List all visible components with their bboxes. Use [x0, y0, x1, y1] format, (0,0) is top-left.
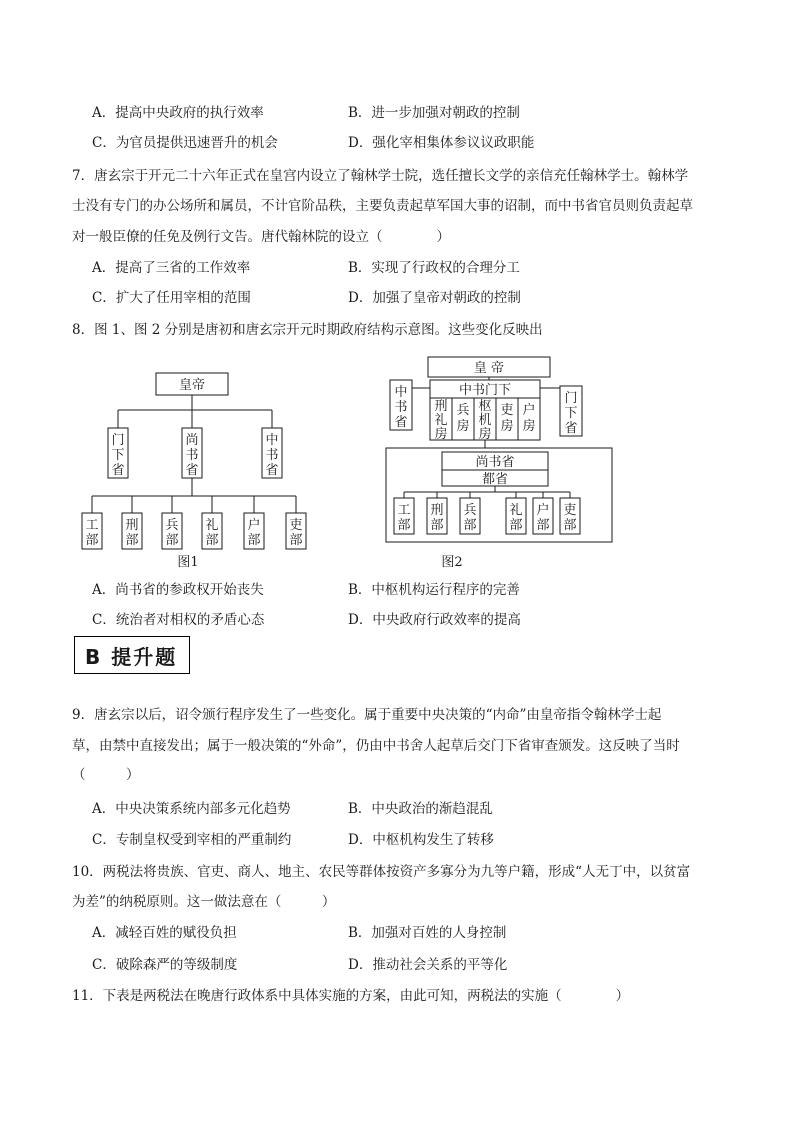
q10-option-a: A．减轻百姓的赋役负担 [92, 925, 237, 941]
q10-option-b: B．加强对百姓的人身控制 [348, 925, 507, 941]
fig2-menxia-char-2: 下 [564, 406, 578, 421]
fig1-zhongshu-char-1: 中 [265, 433, 279, 448]
fig2-zhongshu-char-2: 书 [394, 400, 408, 415]
q8-option-b: B．中枢机构运行程序的完善 [348, 582, 520, 598]
fig2-ministry-hu-char-1: 户 [536, 503, 550, 518]
fig2-zhongshu-char-3: 省 [394, 415, 408, 430]
fig2-shangshu-label: 尚书省 [475, 455, 515, 470]
fig2-ministry-xing-char-1: 刑 [430, 503, 444, 518]
fig2-caption: 图2 [441, 555, 463, 570]
fig2-ministry-li-char-1: 礼 [509, 503, 523, 518]
fig2-ministry-bing-char-1: 兵 [463, 503, 477, 518]
fig1-ministry-gong-char-1: 工 [85, 518, 99, 533]
fig2-fang-li-char-2: 房 [500, 419, 514, 434]
fig2-ministry-bing-char-2: 部 [463, 518, 477, 533]
fig1-ministry-li-char-2: 部 [205, 533, 219, 548]
fig1-ministry-gong-char-2: 部 [85, 533, 99, 548]
fig1-shangshu-char-1: 尚 [185, 433, 199, 448]
fig2-fang-hu-char-1: 户 [522, 403, 536, 418]
q7-option-c: C．扩大了任用宰相的范围 [92, 290, 251, 306]
q7-option-a: A．提高了三省的工作效率 [92, 260, 251, 276]
q10-option-d: D．推动社会关系的平等化 [348, 957, 508, 973]
q7-stem-line-1: 7．唐玄宗于开元二十六年正式在皇宫内设立了翰林学士院，选任擅长文学的亲信充任翰林学士。翰林学 [72, 168, 689, 184]
fig2-dusheng-label: 都省 [481, 472, 509, 487]
fig2-ministry-libu-char-1: 吏 [563, 503, 577, 518]
fig1-ministry-xing-char-2: 部 [125, 533, 139, 548]
fig1-ministry-hu-char-2: 部 [247, 533, 261, 548]
fig2-fang-hu-char-2: 房 [522, 419, 536, 434]
q7-stem-line-2: 士没有专门的办公场所和属员，不计官阶品秩，主要负责起草军国大事的诏制，而中书省官员则负责起草 [72, 198, 693, 214]
q8-option-a: A．尚书省的参政权开始丧失 [92, 582, 264, 598]
q9-stem-line-1: 9．唐玄宗以后，诏令颁行程序发生了一些变化。属于重要中央决策的“内命”由皇帝指令翰林学士起 [72, 707, 662, 723]
fig1-emperor-label: 皇帝 [178, 378, 206, 393]
fig2-zsmx-label: 中书门下 [458, 383, 512, 398]
q9-stem-line-3: （ ） [72, 767, 140, 783]
fig2-fang-shuji-char-3: 房 [478, 427, 492, 442]
fig2-ministry-gong-char-1: 工 [397, 503, 411, 518]
fig2-fang-xingli-char-2: 礼 [434, 413, 448, 428]
q8-option-c: C．统治者对相权的矛盾心态 [92, 612, 265, 628]
fig1-ministry-li-char-1: 礼 [205, 518, 219, 533]
fig2-fang-shuji-char-1: 枢 [478, 399, 492, 414]
q9-stem-line-2: 草，由禁中直接发出；属于一般决策的“外命”，仍由中书舍人起草后交门下省审查颁发。这反映了当时 [72, 738, 680, 754]
q7-option-d: D．加强了皇帝对朝政的控制 [348, 290, 521, 306]
fig1-shangshu-char-2: 书 [185, 448, 199, 463]
fig1-ministry-xing-char-1: 刑 [125, 518, 139, 533]
q7-option-b: B．实现了行政权的合理分工 [348, 260, 520, 276]
fig1-ministry-libu-char-1: 吏 [289, 518, 303, 533]
fig1-menxia-char-2: 下 [111, 448, 125, 463]
q6-option-c: C．为官员提供迅速晋升的机会 [92, 135, 278, 151]
fig1-ministry-bing-char-1: 兵 [165, 518, 179, 533]
q8-option-d: D．中央政府行政效率的提高 [348, 612, 521, 628]
fig1-zhongshu-char-2: 书 [265, 448, 279, 463]
q10-option-c: C．破除森严的等级制度 [92, 957, 238, 973]
figure-2-diagram [380, 352, 620, 572]
q9-option-b: B．中央政治的渐趋混乱 [348, 801, 493, 817]
fig1-menxia-char-1: 门 [111, 433, 125, 448]
q6-option-a: A．提高中央政府的执行效率 [92, 105, 264, 121]
fig2-fang-li-char-1: 吏 [500, 403, 514, 418]
fig2-ministry-gong-char-2: 部 [397, 518, 411, 533]
fig1-ministry-libu-char-2: 部 [289, 533, 303, 548]
q9-option-c: C．专制皇权受到宰相的严重制约 [92, 832, 292, 848]
fig2-ministry-libu-char-2: 部 [563, 518, 577, 533]
q6-option-b: B．进一步加强对朝政的控制 [348, 105, 520, 121]
fig2-menxia-char-3: 省 [564, 421, 578, 436]
q11-stem: 11．下表是两税法在晚唐行政体系中具体实施的方案，由此可知，两税法的实施（ ） [72, 988, 630, 1004]
figure-1-diagram [70, 368, 330, 570]
fig1-shangshu-char-3: 省 [185, 463, 199, 478]
q9-option-d: D．中枢机构发生了转移 [348, 832, 494, 848]
fig1-zhongshu-char-3: 省 [265, 463, 279, 478]
fig2-menxia-char-1: 门 [564, 391, 578, 406]
section-header-b: B 提升题 [74, 636, 190, 674]
fig2-fang-bing-char-2: 房 [456, 419, 470, 434]
fig1-caption: 图1 [177, 555, 199, 570]
fig2-emperor-label: 皇 帝 [473, 361, 505, 376]
fig2-zhongshu-char-1: 中 [394, 385, 408, 400]
fig2-fang-shuji-char-2: 机 [478, 413, 492, 428]
fig2-fang-bing-char-1: 兵 [456, 403, 470, 418]
q9-option-a: A．中央决策系统内部多元化趋势 [92, 801, 291, 817]
q10-stem-line-1: 10．两税法将贵族、官吏、商人、地主、农民等群体按资产多寡分为九等户籍，形成“人无丁中，以贫富 [72, 864, 691, 880]
fig2-ministry-xing-char-2: 部 [430, 518, 444, 533]
fig2-fang-xingli-char-1: 刑 [434, 399, 448, 414]
fig1-ministry-hu-char-1: 户 [247, 518, 261, 533]
q7-stem-line-3: 对一般臣僚的任免及例行文告。唐代翰林院的设立（ ） [72, 229, 450, 245]
fig2-fang-xingli-char-3: 房 [434, 427, 448, 442]
q8-stem: 8．图 1、图 2 分别是唐初和唐玄宗开元时期政府结构示意图。这些变化反映出 [72, 322, 543, 338]
fig2-ministry-hu-char-2: 部 [536, 518, 550, 533]
q6-option-d: D．强化宰相集体参议议政职能 [348, 135, 535, 151]
q10-stem-line-2: 为差”的纳税原则。这一做法意在（ ） [72, 894, 336, 910]
fig1-menxia-char-3: 省 [111, 463, 125, 478]
fig2-ministry-li-char-2: 部 [509, 518, 523, 533]
fig1-ministry-bing-char-2: 部 [165, 533, 179, 548]
